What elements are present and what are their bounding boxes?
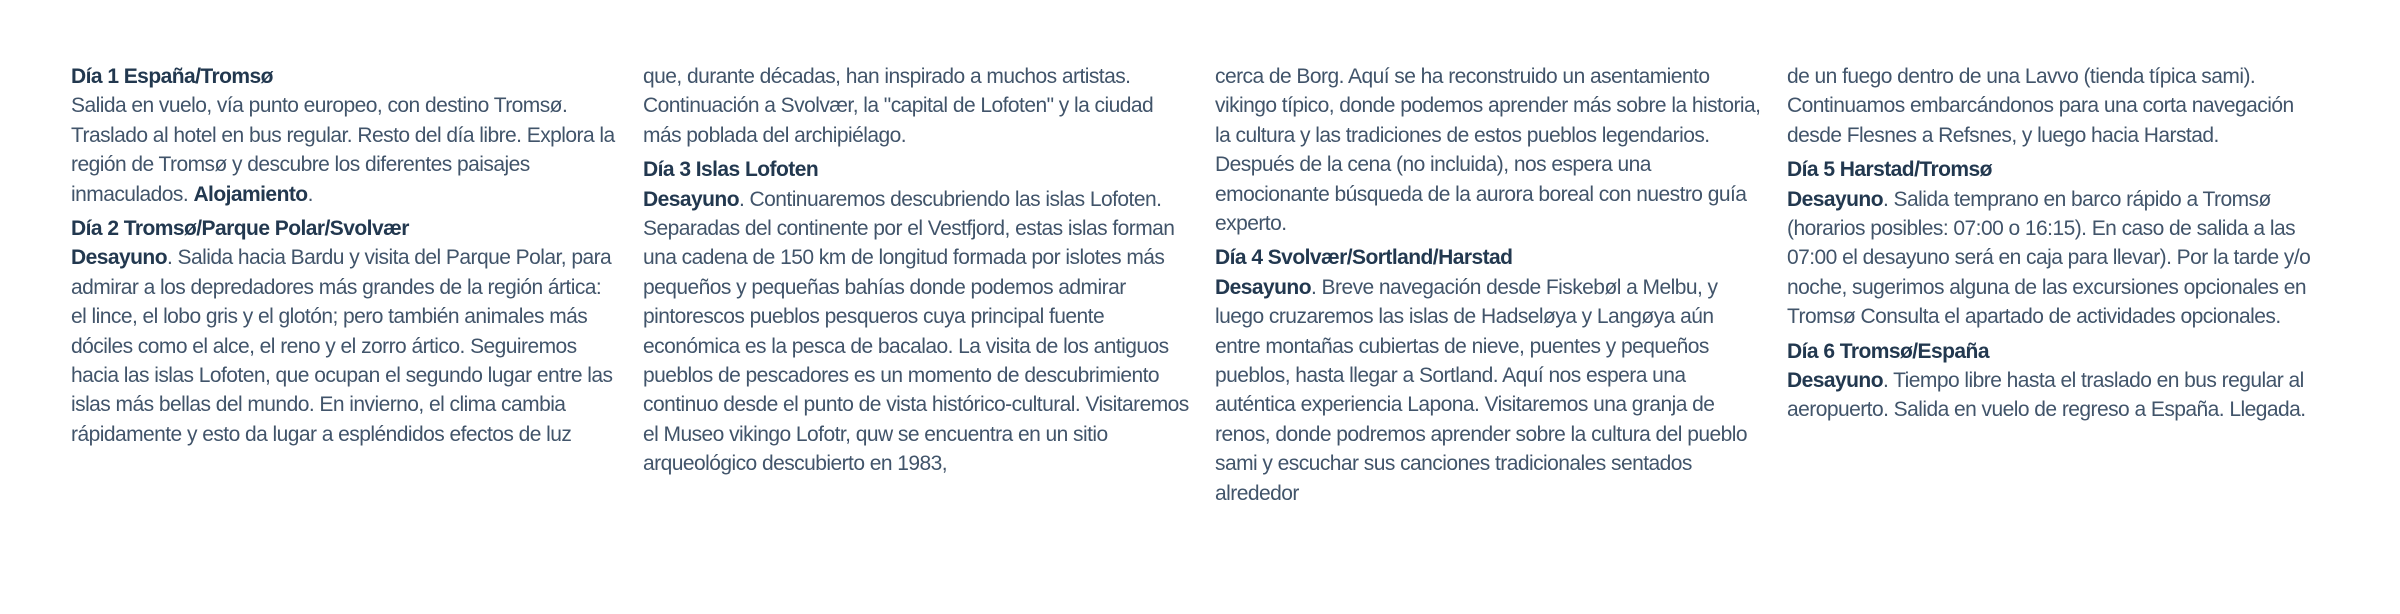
- day-2-text-part-1: . Salida hacia Bardu y visita del Parque Polar, para admirar a los depredadores más grandes de la región ártica: el lince, el lobo gris y el glotón; pero también animales más dóciles como el alce, el reno y el zorro ártico. Seguiremos hacia las islas Lofoten, que ocupan el segundo lugar entre las islas más bellas del mundo. En invierno, el clima cambia rápidamente y esto da lugar a espléndidos efectos de luz: [71, 246, 613, 446]
- day-4-title: Día 4 Svolvær/Sortland/Harstad: [1215, 246, 1513, 270]
- itinerary-column-1: [71, 62, 619, 449]
- day-6-text: . Tiempo libre hasta el traslado en bus regular al aeropuerto. Salida en vuelo de regreso a España. Llegada.: [1787, 369, 2306, 422]
- day-2-meal: Desayuno: [71, 246, 167, 270]
- day-6-description: [1787, 366, 2335, 425]
- day-1-description: [71, 91, 619, 209]
- itinerary-column-4: [1787, 62, 2335, 425]
- day-4-description-continued: de un fuego dentro de una Lavvo (tienda típica sami). Continuamos embarcándonos para una corta navegación desde Flesnes a Refsnes, y luego hacia Harstad.: [1787, 65, 2294, 147]
- day-2-title: Día 2 Tromsø/Parque Polar/Svolvær: [71, 217, 409, 241]
- day-3-description-continued: cerca de Borg. Aquí se ha reconstruido un asentamiento vikingo típico, donde podemos aprender más sobre la historia, la cultura y las tradiciones de estos pueblos legendarios. Después de la cena (no incluida), nos espera una emocionante búsqueda de la aurora boreal con nuestro guía experto.: [1215, 65, 1761, 236]
- day-1-period: .: [307, 182, 313, 206]
- day-5-meal: Desayuno: [1787, 187, 1883, 211]
- day-5-text: . Salida temprano en barco rápido a Tromsø (horarios posibles: 07:00 o 16:15). En caso de salida a las 07:00 el desayuno será en caja para llevar). Por la tarde y/o noche, sugerimos alguna de las excursiones opcionales en Tromsø Consulta el apartado de actividades opcionales.: [1787, 187, 2311, 329]
- day-1-meal: Alojamiento: [193, 182, 308, 206]
- day-5-title: Día 5 Harstad/Tromsø: [1787, 158, 1992, 182]
- day-3-description: [643, 185, 1191, 479]
- day-5-description: [1787, 185, 2335, 332]
- itinerary-column-2: [643, 62, 1191, 479]
- day-1-title: Día 1 España/Tromsø: [71, 65, 273, 88]
- day-2-description: [71, 243, 619, 449]
- day-6-title: Día 6 Tromsø/España: [1787, 339, 1989, 363]
- itinerary-column-3: [1215, 62, 1763, 508]
- day-4-meal: Desayuno: [1215, 275, 1311, 299]
- day-6-meal: Desayuno: [1787, 369, 1883, 393]
- day-2-description-continued: que, durante décadas, han inspirado a muchos artistas. Continuación a Svolvær, la "capital de Lofoten" y la ciudad más poblada del archipiélago.: [643, 65, 1154, 147]
- day-4-description: [1215, 273, 1763, 508]
- day-4-text-part-1: . Breve navegación desde Fiskebøl a Melbu, y luego cruzaremos las islas de Hadseløya y Langøya aún entre montañas cubiertas de nieve, puentes y pequeños pueblos, hasta llegar a Sortland. Aquí nos espera una auténtica experiencia Lapona. Visitaremos una granja de renos, donde podremos aprender sobre la cultura del pueblo sami y escuchar sus canciones tradicionales sentados alrededor: [1215, 275, 1747, 505]
- day-3-title: Día 3 Islas Lofoten: [643, 158, 819, 182]
- day-3-text-part-1: . Continuaremos descubriendo las islas Lofoten. Separadas del continente por el Vestfjord, estas islas forman una cadena de 150 km de longitud formada por islotes más pequeños y pequeñas bahías donde podemos admirar pintorescos pueblos pesqueros cuya principal fuente económica es la pesca de bacalao. La visita de los antiguos pueblos de pescadores es un momento de descubrimiento continuo desde el punto de vista histórico-cultural. Visitaremos el Museo vikingo Lofotr, quw se encuentra en un sitio arqueológico descubierto en 1983,: [643, 187, 1189, 476]
- day-1-text: Salida en vuelo, vía punto europeo, con destino Tromsø. Traslado al hotel en bus regular. Resto del día libre. Explora la región de Tromsø y descubre los diferentes paisajes inmaculados.: [71, 94, 615, 206]
- day-3-meal: Desayuno: [643, 187, 739, 211]
